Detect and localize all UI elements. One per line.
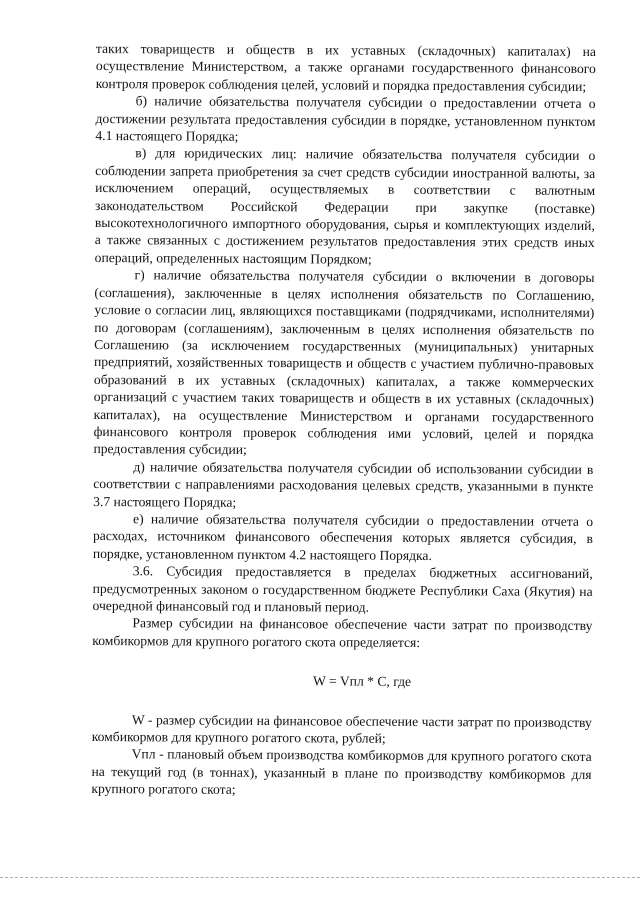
document-body: [91, 40, 596, 801]
paragraph-item-b: б) наличие обязательства получателя субсидии о предоставлении отчета о достижении результата предоставления субсидии в порядке, установленном пунктом 4.1 настоящего Порядка;: [95, 93, 596, 144]
paragraph-continued: таких товариществ и обществ в их уставных (складочных) капиталах) на осуществление Министерством, а также органами государственного финансового контроля проверок соблюдения целей, условий и порядка предоставления субсидии;: [95, 40, 596, 94]
definition-w: W - размер субсидии на финансовое обеспечение части затрат по производству комбикормов для крупного рогатого скота, рублей;: [91, 711, 592, 746]
paragraph-item-d: д) наличие обязательства получателя субсидии об использовании субсидии в соответствии с направлениями расходования целевых средств, указанными в пункте 3.7 настоящего Порядка;: [93, 458, 594, 510]
paragraph-subsidy-size: Размер субсидии на финансовое обеспечение части затрат по производству комбикормов для крупного рогатого скота определяется:: [92, 615, 593, 650]
paragraph-item-e: е) наличие обязательства получателя субсидии о предоставлении отчета о расходах, источником финансового обеспечения которых является субсидия, в порядке, установленном пунктом 4.2 настоящего Порядка.: [92, 511, 594, 563]
definition-vpl: Vпл - плановый объем производства комбикормов для крупного рогатого скота на текущий год (в тоннах), указанный в плане по производству комбикормов для крупного рогатого скота;: [91, 746, 592, 798]
paragraph-clause-3-6: 3.6. Субсидия предоставляется в пределах бюджетных ассигнований, предусмотренных законом о государственном бюджете Республики Саха (Якутия) на очередной финансовый год и плановый период.: [92, 563, 593, 615]
scan-edge-line: [0, 877, 640, 878]
paragraph-item-g: г) наличие обязательства получателя субсидии о включении в договоры (соглашения), заключенные в целях исполнения обязательств по Соглашению, условие о согласии лиц, являющихся поставщиками (подрядчиками, исполнителями) по договорам (соглашениям), заключенным в целях исполнения обязательств по Соглашению (за исключением государственных (муниципальных) унитарных предприятий, хозяйственных товариществ и обществ с участием публично-правовых образований в их уставных (складочных) капиталах, а также коммерческих организаций с участием таких товариществ и обществ в их уставных (складочных) капиталах), на осуществление Министерством и органами государственного финансового контроля проверок соблюдения ими условий, целей и порядка предоставления субсидии;: [93, 267, 595, 458]
subsidy-formula: W = Vпл * С, где: [313, 673, 412, 690]
paragraph-item-v: в) для юридических лиц: наличие обязательства получателя субсидии о соблюдении запрета приобретения за счет средств субсидии иностранной валюты, за исключением операций, осуществляемых в соответствии с валютным законодательством Российской Федерации при закупке (поставке) высокотехнологичного импортного оборудования, сырья и комплектующих изделий, а также связанных с достижением результатов предоставления этих средств иных операций, определенных настоящим Порядком;: [94, 145, 596, 267]
